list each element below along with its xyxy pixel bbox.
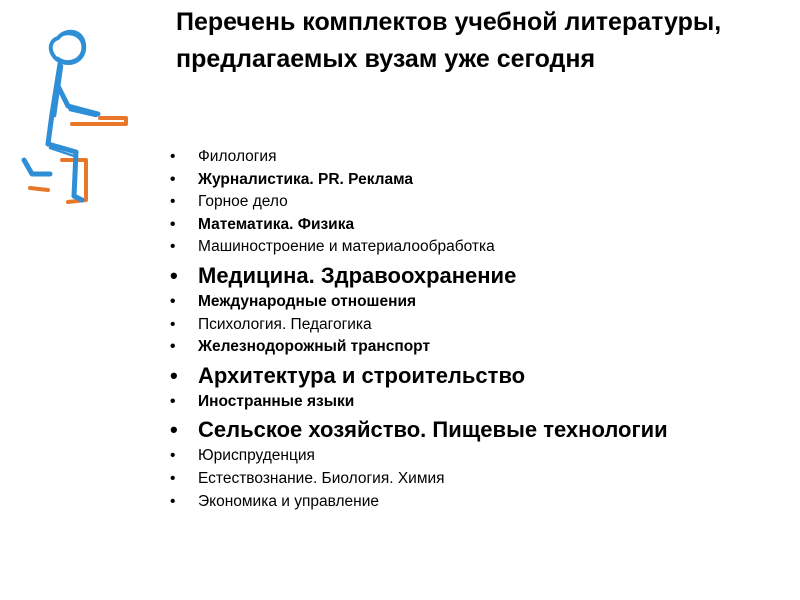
list-item	[170, 417, 760, 442]
list-item-text: Иностранные языки	[198, 392, 355, 410]
bullet-icon: •	[170, 238, 176, 256]
list-item-text: Филология	[198, 148, 277, 165]
list-item-text: Медицина. Здравоохранение	[198, 262, 517, 288]
list-item	[170, 169, 760, 192]
list-item	[170, 445, 760, 468]
list-item	[170, 336, 760, 359]
list-item-text: Горное дело	[198, 193, 288, 211]
list-item	[170, 191, 760, 214]
bullet-icon: •	[170, 392, 176, 410]
bullet-icon: •	[170, 292, 176, 310]
list-item-text: Журналистика. PR. Реклама	[198, 170, 413, 188]
list-item	[170, 314, 760, 337]
list-item-text: Естествознание. Биология. Химия	[198, 469, 445, 487]
bullet-icon: •	[170, 315, 176, 333]
list-item	[170, 146, 760, 169]
list-item	[170, 491, 760, 514]
bullet-icon: •	[170, 492, 176, 510]
page-title: Перечень комплектов учебной литературы, предлагаемых вузам уже сегодня	[176, 8, 722, 73]
list-item-text: Психология. Педагогика	[198, 315, 372, 333]
list-item	[170, 214, 760, 237]
list-item-text: Машиностроение и материалообработка	[198, 238, 495, 256]
seated-person-at-desk-icon	[14, 24, 154, 210]
bullet-icon: •	[170, 338, 176, 356]
list-item-text: Архитектура и строительство	[198, 362, 526, 388]
list-item-text: Экономика и управление	[198, 492, 379, 510]
list-item-text: Международные отношения	[198, 292, 417, 310]
list-item-text: Железнодорожный транспорт	[198, 338, 431, 356]
list-item	[170, 363, 760, 388]
list-item-text: Юриспруденция	[198, 447, 315, 465]
list-item-text: Математика. Физика	[198, 215, 355, 233]
bullet-icon: •	[170, 417, 178, 443]
list-item	[170, 291, 760, 314]
bullet-icon: •	[170, 362, 178, 388]
list-item	[170, 391, 760, 414]
bullet-icon: •	[170, 469, 176, 487]
bullet-icon: •	[170, 170, 176, 188]
bullet-icon: •	[170, 447, 176, 465]
list-item	[170, 236, 760, 259]
list-item-text: Сельское хозяйство. Пищевые технологии	[198, 417, 668, 443]
specialty-list	[170, 146, 760, 513]
list-item	[170, 468, 760, 491]
bullet-icon: •	[170, 262, 178, 288]
bullet-icon: •	[170, 193, 176, 211]
list-item	[170, 263, 760, 288]
bullet-icon: •	[170, 148, 176, 165]
bullet-icon: •	[170, 215, 176, 233]
